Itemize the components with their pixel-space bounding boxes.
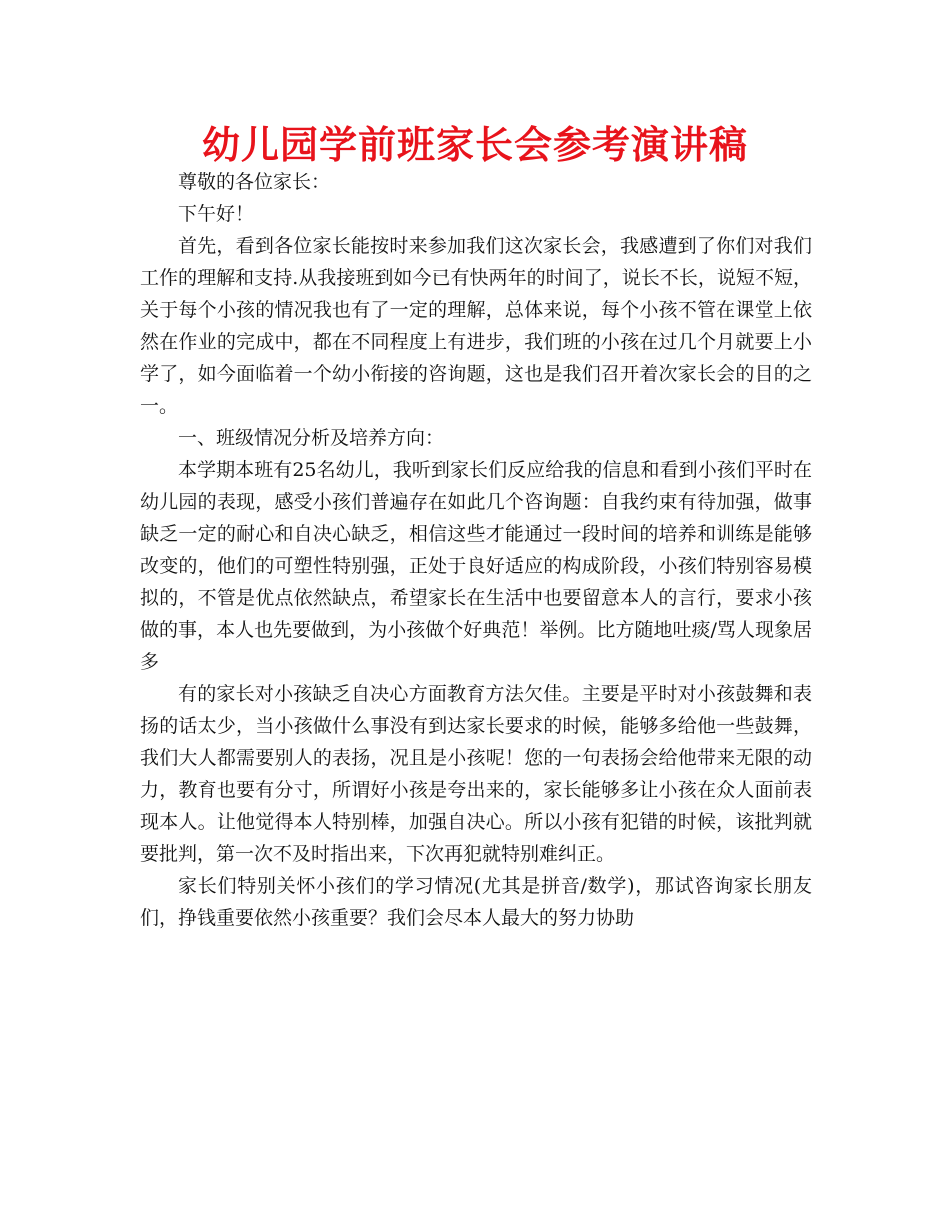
- document-body: [140, 166, 812, 934]
- paragraph-introduction: 首先，看到各位家长能按时来参加我们这次家长会，我感遭到了你们对我们工作的理解和支持.从我接班到如今已有快两年的时间了，说长不长，说短不短，关于每个小孩的情况我也有了一定的理解，总体来说，每个小孩不管在课堂上依然在作业的完成中，都在不同程度上有进步，我们班的小孩在过几个月就要上小学了，如今面临着一个幼小衔接的咨询题，这也是我们召开着次家长会的目的之一。: [140, 235, 812, 417]
- paragraph-salutation: 尊敬的各位家长：: [178, 171, 331, 193]
- paragraph-learning-concern: 家长们特别关怀小孩们的学习情况(尤其是拼音/数学)，那试咨询家长朋友们，挣钱重要依然小孩重要？我们会尽本人最大的努力协助: [140, 875, 812, 929]
- paragraph-encouragement: 有的家长对小孩缺乏自决心方面教育方法欠佳。主要是平时对小孩鼓舞和表扬的话太少，当小孩做什么事没有到达家长要求的时候，能够多给他一些鼓舞，我们大人都需要别人的表扬，况且是小孩呢！您的一句表扬会给他带来无限的动力，教育也要有分寸，所谓好小孩是夸出来的，家长能够多让小孩在众人面前表现本人。让他觉得本人特别棒，加强自决心。所以小孩有犯错的时候，该批判就要批判，第一次不及时指出来，下次再犯就特别难纠正。: [140, 683, 812, 865]
- paragraph-greeting: 下午好！: [178, 203, 255, 225]
- section-heading-class-analysis: 一、班级情况分析及培养方向：: [178, 427, 445, 449]
- document-title: 幼儿园学前班家长会参考演讲稿: [201, 123, 748, 167]
- paragraph-class-situation: 本学期本班有25名幼儿，我听到家长们反应给我的信息和看到小孩们平时在幼儿园的表现，感受小孩们普遍存在如此几个咨询题：自我约束有待加强，做事缺乏一定的耐心和自决心缺乏，相信这些才能通过一段时间的培养和训练是能够改变的，他们的可塑性特别强，正处于良好适应的构成阶段，小孩们特别容易模拟的，不管是优点依然缺点，希望家长在生活中也要留意本人的言行，要求小孩做的事，本人也先要做到，为小孩做个好典范！举例。比方随地吐痰/骂人现象居多: [140, 459, 812, 673]
